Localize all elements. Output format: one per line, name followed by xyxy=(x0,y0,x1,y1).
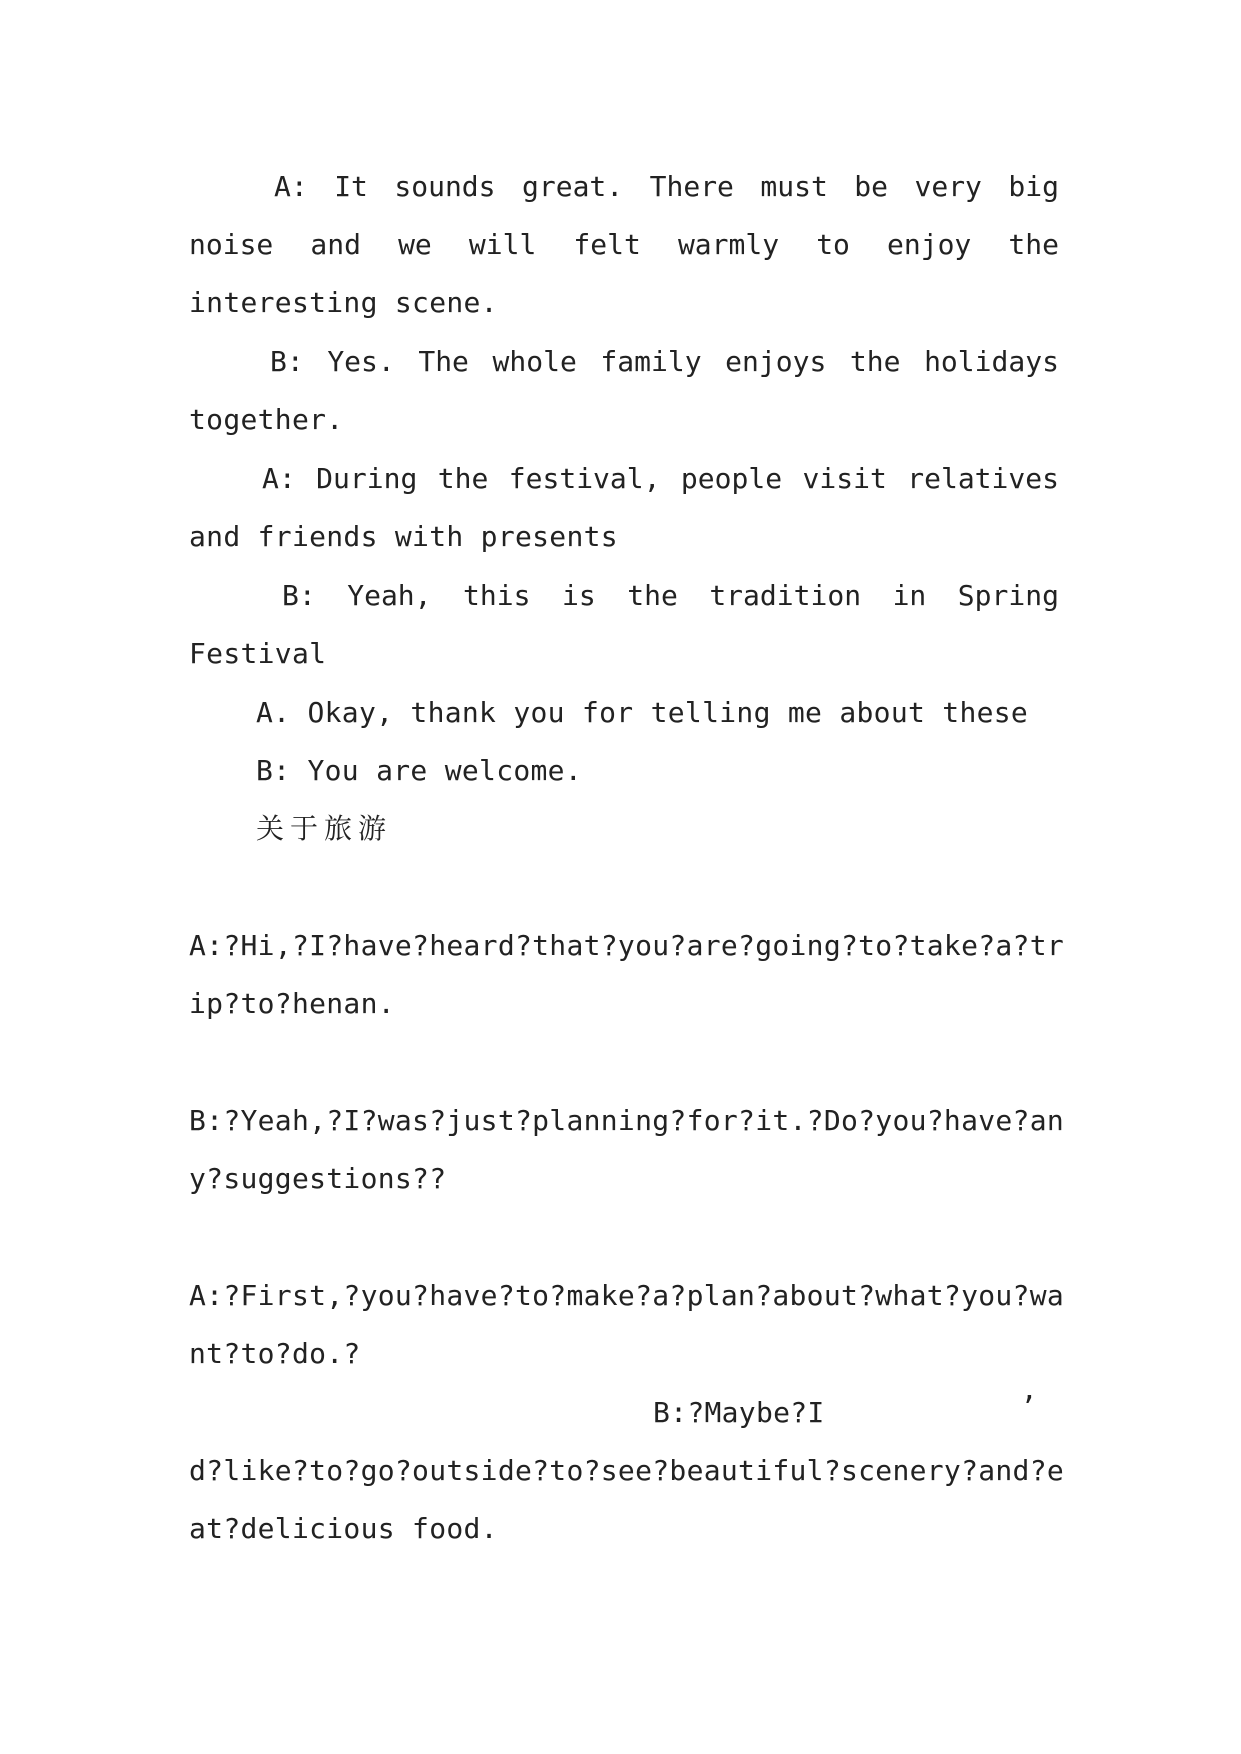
word: people xyxy=(680,462,783,495)
word: is xyxy=(562,579,596,612)
word: enjoy xyxy=(887,228,972,261)
word: Yeah, xyxy=(347,579,432,612)
word: this xyxy=(463,579,531,612)
word: tradition xyxy=(709,579,862,612)
word: the xyxy=(1008,228,1059,261)
word: we xyxy=(398,228,432,261)
word: sounds xyxy=(394,170,496,203)
word: noise xyxy=(189,228,274,261)
dialogue-line: B: You are welcome. xyxy=(256,754,582,787)
word: must xyxy=(760,170,828,203)
word: A: xyxy=(274,170,308,203)
dialogue-line: nt?to?do.? xyxy=(189,1337,361,1370)
word: It xyxy=(334,170,368,203)
dialogue-line: B:?Yeah,?I?was?just?planning?for?it.?Do?you?have?an xyxy=(189,1104,1065,1137)
word: family xyxy=(600,345,702,378)
word: enjoys xyxy=(725,345,827,378)
word: to xyxy=(816,228,850,261)
word: in xyxy=(892,579,927,612)
word: B: xyxy=(282,579,316,612)
word: very xyxy=(914,170,982,203)
dialogue-line: A:?Hi,?I?have?heard?that?you?are?going?to?take?a?tr xyxy=(189,929,1065,962)
dialogue-line: A:?First,?you?have?to?make?a?plan?about?what?you?wa xyxy=(189,1279,1065,1312)
word: the xyxy=(627,579,678,612)
dialogue-line xyxy=(282,579,1059,613)
dialogue-line: y?suggestions?? xyxy=(189,1162,447,1195)
word: holidays xyxy=(924,345,1059,378)
word: felt xyxy=(573,228,641,261)
apostrophe-mark: ’ xyxy=(1020,1390,1038,1423)
dialogue-line xyxy=(189,228,1059,262)
dialogue-line: A. Okay, thank you for telling me about these xyxy=(256,696,1029,729)
word: will xyxy=(468,228,537,261)
word: warmly xyxy=(677,228,780,261)
word: During xyxy=(316,462,418,495)
word: The xyxy=(418,345,469,378)
word: A: xyxy=(262,462,296,495)
dialogue-line: B:?Maybe?I xyxy=(653,1396,825,1429)
word: whole xyxy=(492,345,577,378)
word: and xyxy=(310,228,361,261)
word: visit xyxy=(802,462,887,495)
dialogue-line: Festival xyxy=(189,637,327,670)
word: relatives xyxy=(907,462,1059,495)
dialogue-line: and friends with presents xyxy=(189,520,618,553)
section-heading: 关于旅游 xyxy=(256,812,393,845)
dialogue-line: d?like?to?go?outside?to?see?beautiful?scenery?and?e xyxy=(189,1454,1065,1487)
dialogue-line xyxy=(262,462,1059,496)
dialogue-line: interesting scene. xyxy=(189,286,498,319)
word: Spring xyxy=(957,579,1059,612)
word: the xyxy=(437,462,489,495)
word: big xyxy=(1008,170,1059,203)
word: There xyxy=(649,170,734,203)
word: great. xyxy=(522,170,624,203)
word: B: xyxy=(270,345,304,378)
dialogue-line xyxy=(274,170,1059,204)
word: Yes. xyxy=(327,345,395,378)
dialogue-line xyxy=(270,345,1059,379)
dialogue-line: at?delicious food. xyxy=(189,1512,498,1545)
word: the xyxy=(849,345,901,378)
dialogue-line: ip?to?henan. xyxy=(189,987,395,1020)
dialogue-line: together. xyxy=(189,403,344,436)
word: be xyxy=(854,170,889,203)
word: festival, xyxy=(508,462,661,495)
